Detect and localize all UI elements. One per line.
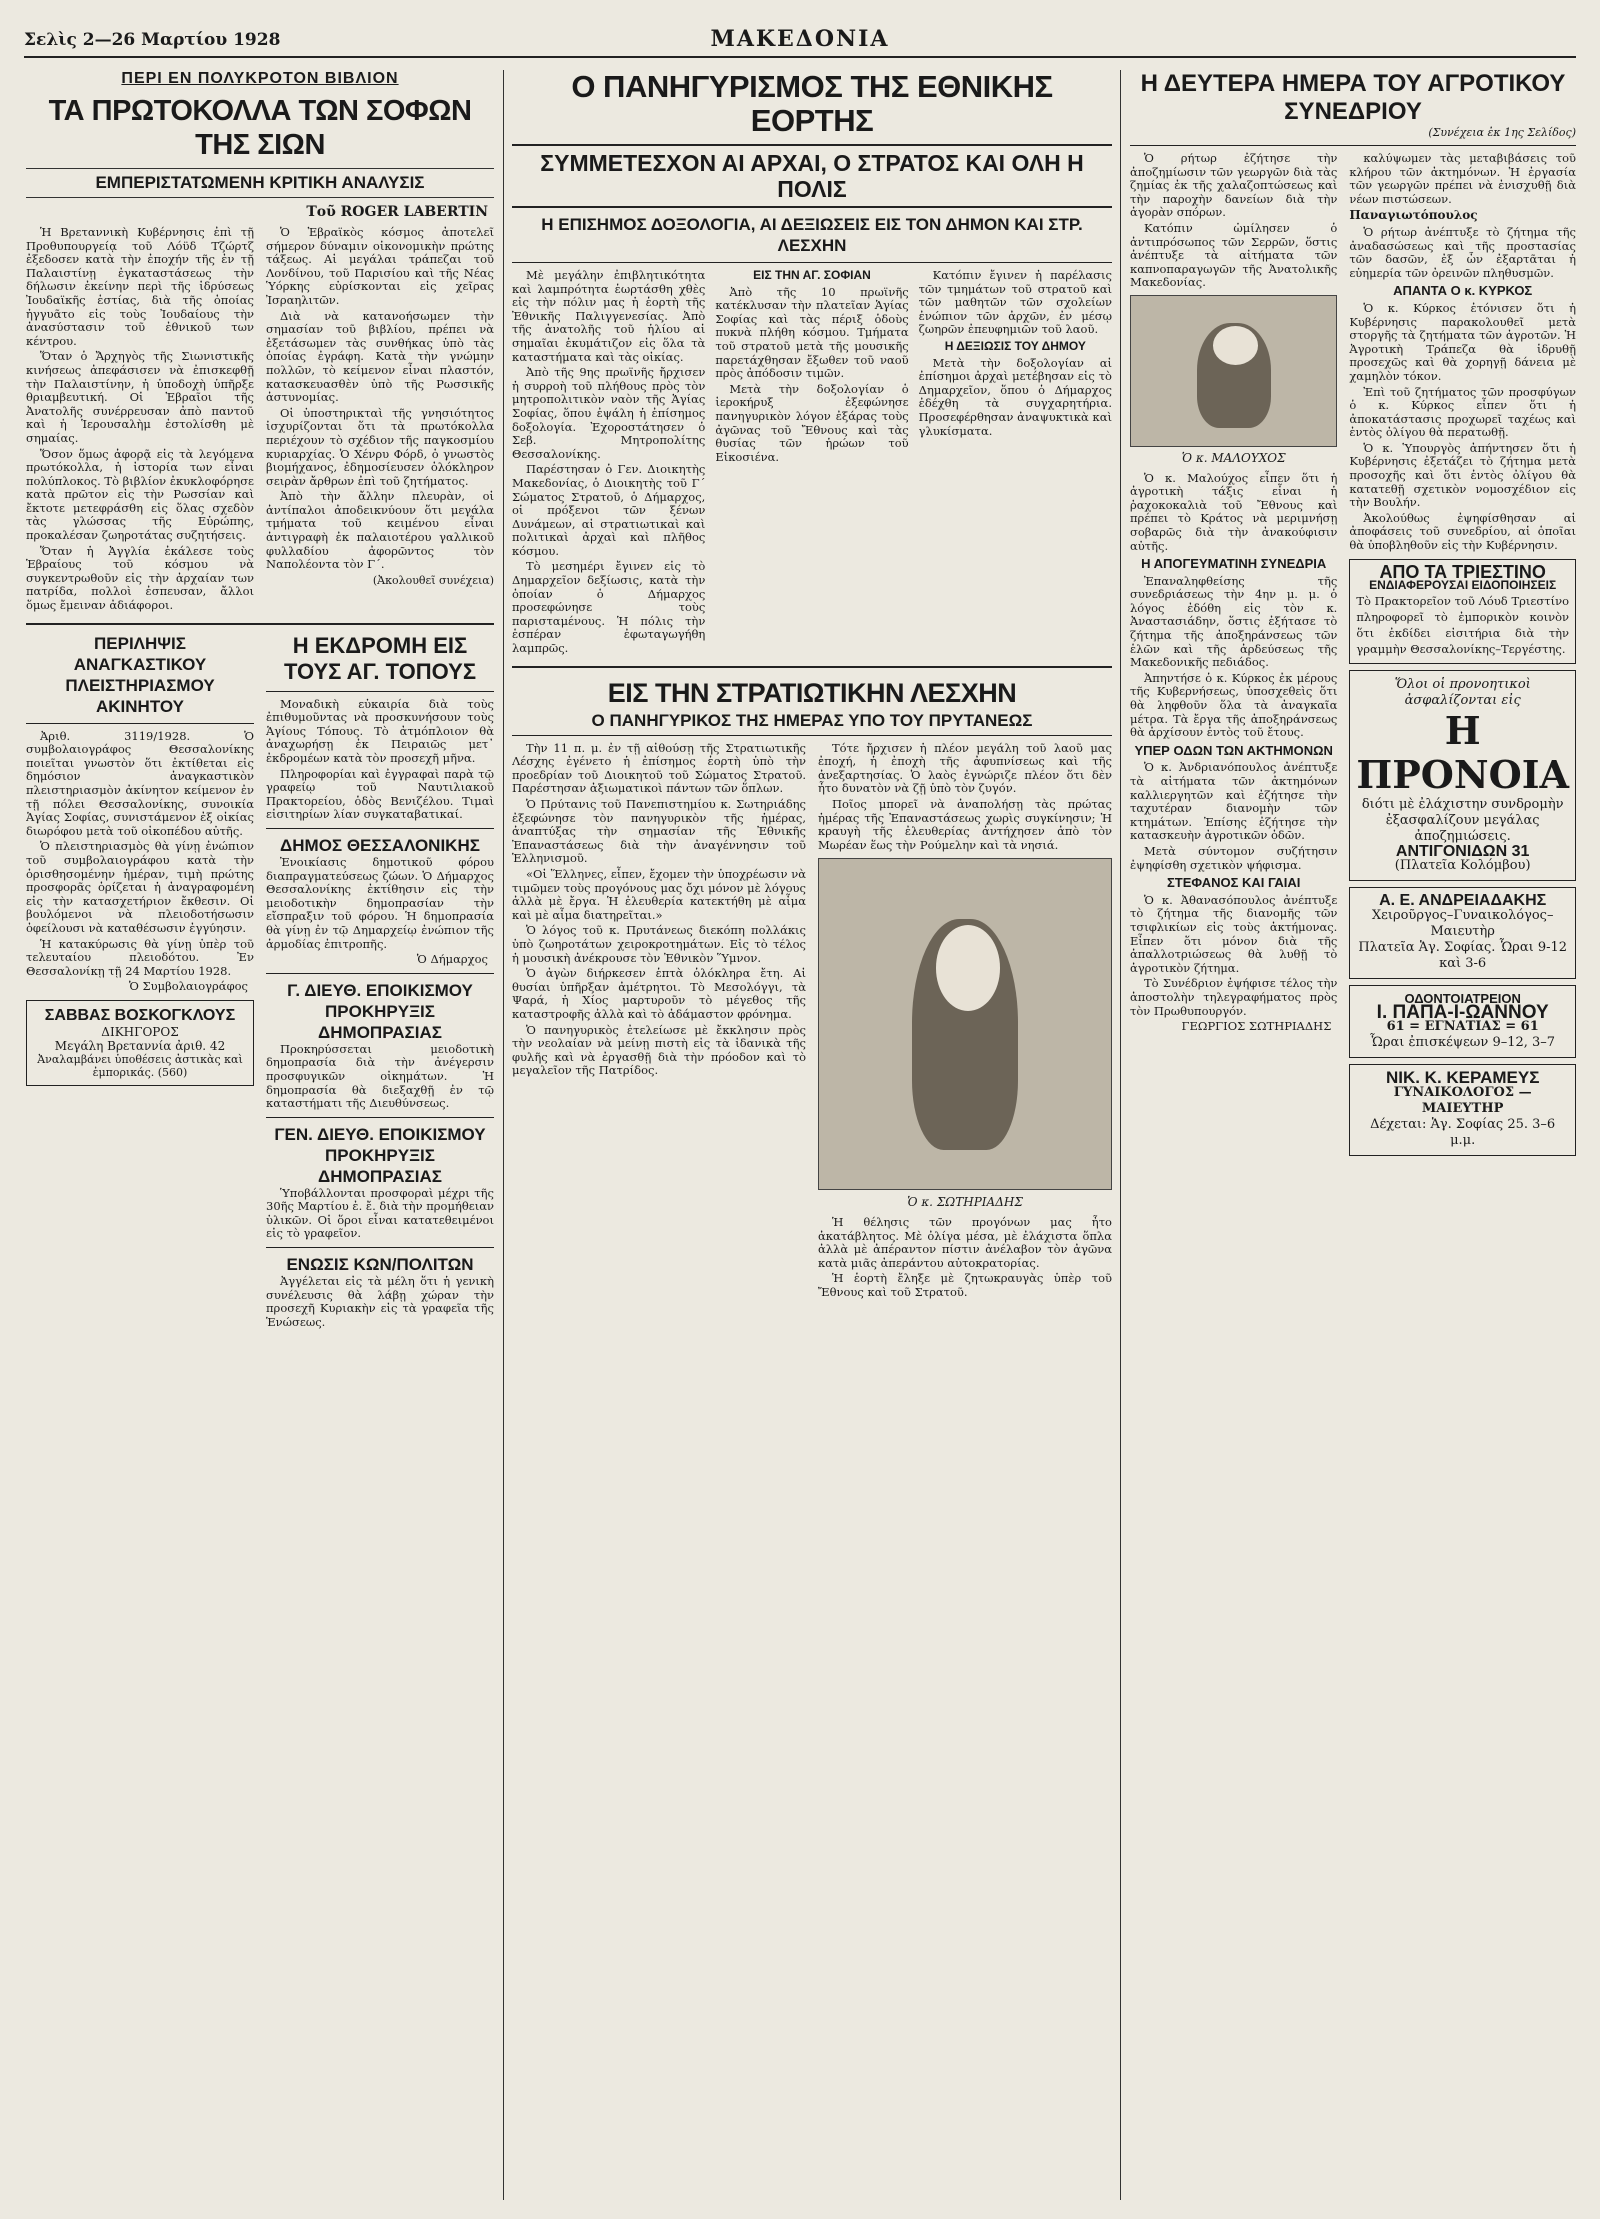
paragraph: Ὁ λόγος τοῦ κ. Πρυτάνεως διεκόπη πολλάκις ὑπὸ ζωηροτάτων χειροκροτημάτων. Εἰς τὸ τέλος ἡ μουσικὴ ἀνέκρουσε τὸν Ἐθνικὸν Ὕμνον. [512, 923, 806, 965]
paragraph: Ὁ ρήτωρ ἀνέπτυξε τὸ ζήτημα τῆς ἀναδασώσεως καὶ τῆς προστασίας τῶν δασῶν, ἐξ ὧν ἐξαρτᾶται ἡ εὐημερία τῶν ὀρεινῶν πληθυσμῶν. [1349, 224, 1576, 280]
paragraph: Παρέστησαν ὁ Γεν. Διοικητὴς Μακεδονίας, ὁ Διοικητὴς τοῦ Γ΄ Σώματος Στρατοῦ, ὁ Δήμαρχος, οἱ πρόξενοι τῶν ξένων Δυνάμεων, αἱ στρατιωτικαὶ καὶ πολιτικαὶ ἀρχαὶ καὶ πλῆθος κόσμου. [512, 462, 706, 558]
newspaper-title: ΜΑΚΕΔΟΝΙΑ [710, 26, 890, 52]
paragraph: Ποῖος μπορεῖ νὰ ἀναπολήσῃ τὰς πρώτας ἡμέρας τῆς Ἐπαναστάσεως χωρὶς συγκίνησιν; Ἡ κραυγὴ τῆς ἐλευθερίας ἀντήχησεν ἀπὸ τὸν Μωρέαν ἕως τὴν Ρούμελην καὶ τὰ νησιά. [818, 797, 1112, 852]
paragraph: Διὰ νὰ κατανοήσωμεν τὴν σημασίαν τοῦ βιβλίου, πρέπει νὰ ἐξετάσωμεν τὰς συνθήκας ὑπὸ τὰς ὁποίας ἐγράφη. Κατὰ τὴν γνώμην πολλῶν, τὸ κείμενον εἶναι πλαστόν, κατασκευασθὲν ὑπὸ τῆς Ρωσσικῆς ἀστυνομίας. [266, 308, 494, 405]
doctor-ad [1349, 887, 1576, 979]
portrait-face [936, 925, 1000, 1011]
ad-address: 61 = ΕΓΝΑΤΙΑΣ = 61 [1386, 1019, 1539, 1035]
ad-name: Α. Ε. ΑΝΔΡΕΙΑΔΑΚΗΣ [1379, 892, 1547, 910]
paragraph: Κατόπιν ὡμίλησεν ὁ ἀντιπρόσωπος τῶν Σερρῶν, ὅστις ἀνέπτυξε τὰ αἰτήματα τῶν καπνοπαραγωγῶν τῆς Ἀνατολικῆς Μακεδονίας. [1130, 220, 1338, 290]
paragraph: Μετὰ τὴν δοξολογίαν ὁ ἱεροκήρυξ ἐξεφώνησε πανηγυρικὸν λόγον ἐξάρας τοὺς ἀγῶνας τοῦ Ἔθνους καὶ τὰς θυσίας τῶν ἡρώων τοῦ Εἰκοσιένα. [715, 381, 909, 464]
paragraph: «Οἱ Ἕλληνες, εἶπεν, ἔχομεν τὴν ὑποχρέωσιν νὰ τιμῶμεν τοὺς προγόνους μας ὄχι μόνον μὲ λόγους ἀλλὰ μὲ ἔργα. Ἡ ἐλευθερία κατεκτήθη μὲ αἷμα καὶ μὲ αἷμα διατηρεῖται.» [512, 866, 806, 922]
article-body [26, 226, 494, 615]
ad-address: ΑΝΤΙΓΟΝΙΔΩΝ 31 [1395, 842, 1530, 860]
paragraph: Ὁ Ἑβραϊκὸς κόσμος ἀποτελεῖ σήμερον δύναμιν οἰκονομικὴν πρώτης τάξεως. Αἱ μεγάλαι τράπεζαι τοῦ Λονδίνου, τοῦ Παρισίου καὶ τῆς Νέας Ὑόρκης εὑρίσκονται εἰς χεῖρας Ἰσραηλιτῶν. [266, 225, 494, 307]
gynecologist-ad [1349, 1064, 1576, 1156]
paragraph: Ἡ θέλησις τῶν προγόνων μας ἦτο ἀκατάβλητος. Μὲ ὀλίγα μέσα, μὲ ἐλάχιστα ὅπλα ἀλλὰ μὲ ἀπέραντον πίστιν ἀνέλαβον τὸν ἀγῶνα κατὰ μιᾶς ἀπεράντου αὐτοκρατορίας. [818, 1214, 1112, 1270]
divider [266, 1247, 494, 1248]
congress-headline: Η ΔΕΥΤΕΡΑ ΗΜΕΡΑ ΤΟΥ ΑΓΡΟΤΙΚΟΥ ΣΥΝΕΔΡΙΟΥ [1140, 70, 1566, 125]
ad-address: Πλατεῖα Ἁγ. Σοφίας. Ὧραι 9-12 καὶ 3-6 [1358, 940, 1568, 971]
article-title: ΤΑ ΠΡΩΤΟΚΟΛΛΑ ΤΩΝ ΣΟΦΩΝ ΤΗΣ ΣΙΩΝ [48, 95, 472, 161]
article-subtitle: ΕΜΠΕΡΙΣΤΑΤΩΜΕΝΗ ΚΡΙΤΙΚΗ ΑΝΑΛΥΣΙΣ [26, 168, 494, 198]
paragraph: Ὅταν ὁ Ἄρχηγὸς τῆς Σιωνιστικῆς κινήσεως ἀπεφάσισεν νὰ ἐπισκεφθῇ τὴν Παλαιστίνην, ἡ ὑποδοχὴ ὑπῆρξε θριαμβευτική. Οἱ Ἑβραῖοι τῆς Ἀνατολῆς συνέρρευσαν ἀπὸ παντοῦ καὶ ἡ Ἱερουσαλὴμ ἐστολίσθη μὲ σημαίας. [26, 349, 254, 445]
dentist-ad [1349, 985, 1576, 1058]
paragraph: Ἀπὸ τὴν ἄλλην πλευρὰν, οἱ ἀντίπαλοι ἀποδεικνύουν ὅτι μεγάλα τμήματα τοῦ κειμένου εἶναι ἀντιγραφὴ ἐκ παλαιοτέρου γαλλικοῦ φυλλαδίου ἀφορῶντος τὸν Ναπολέοντα τὸν Γ΄. [266, 489, 494, 572]
paragraph: Μετὰ τὴν δοξολογίαν αἱ ἐπίσημοι ἀρχαὶ μετέβησαν εἰς τὸ Δημαρχεῖον, ὅπου ὁ Δήμαρχος ἐδέχθη τὰ συγχαρητήρια. Προσεφέρθησαν ἀναψυκτικὰ καὶ γλυκίσματα. [918, 355, 1112, 438]
paragraph: Ἐπαναληφθείσης τῆς συνεδριάσεως τὴν 4ην μ. μ. ὁ λόγος ἐδόθη εἰς τὸν κ. Ἀναστασιάδην, ὅστις ἐξήτασε τὸ ζήτημα τῆς ἀποξηράνσεως τῶν ἑλῶν καὶ τῆς ἀρδεύσεως τῆς Μακεδονικῆς πεδιάδος. [1130, 573, 1338, 670]
paragraph: Ὁ ρήτωρ ἐζήτησε τὴν ἀποζημίωσιν τῶν γεωργῶν διὰ τὰς ζημίας ἐκ τῆς χαλαζοπτώσεως καὶ τὴν παροχὴν δανείων διὰ τὴν ἀγορὰν σπόρων. [1130, 151, 1338, 220]
ad-body: Τὸ Πρακτορεῖον τοῦ Λόυδ Τριεστίνο πληροφορεῖ τὸ ἐμπορικὸν κοινὸν ὅτι ἐκδίδει εἰσιτήρια διὰ τὴν γραμμὴν Θεσσαλονίκης–Τεργέστης. [1356, 593, 1569, 656]
ad-body: ΓΥΝΑΙΚΟΛΟΓΟΣ — ΜΑΙΕΥΤΗΡ [1393, 1084, 1532, 1116]
divider [26, 723, 254, 724]
main-deck: Η ΕΠΙΣΗΜΟΣ ΔΟΞΟΛΟΓΙΑ, ΑΙ ΔΕΞΙΩΣΕΙΣ ΕΙΣ ΤΟΝ ΔΗΜΟΝ ΚΑΙ ΣΤΡ. ΛΕΣΧΗΝ [541, 215, 1083, 255]
ad-title: ΑΠΟ ΤΑ ΤΡΙΕΣΤΙΝΟ [1379, 561, 1546, 582]
divider [266, 973, 494, 974]
section-heading: Η ΑΠΟΓΕΥΜΑΤΙΝΗ ΣΥΝΕΔΡΙΑ [1141, 556, 1327, 572]
paragraph: Ἡ ἑορτὴ ἔληξε μὲ ζητωκραυγὰς ὑπὲρ τοῦ Ἔθνους καὶ τοῦ Στρατοῦ. [818, 1271, 1112, 1299]
continued-note: (Ἀκολουθεῖ συνέχεια) [372, 573, 494, 587]
tender-title: Γ. ΔΙΕΥΘ. ΕΠΟΙΚΙΣΜΟΥ ΠΡΟΚΗΡΥΞΙΣ ΔΗΜΟΠΡΑΣΙΑΣ [287, 980, 473, 1042]
paragraph: Ἐπὶ τοῦ ζητήματος τῶν προσφύγων ὁ κ. Κύρκος εἶπεν ὅτι ἡ ἀποκατάστασις προχωρεῖ ταχέως καὶ ἐντὸς ὀλίγου θὰ περατωθῇ. [1349, 384, 1576, 440]
paragraph: Ὁ κ. Ἀθανασόπουλος ἀνέπτυξε τὸ ζήτημα τῆς διανομῆς τῶν τσιφλικίων εἰς τοὺς ἀκτήμονας. Εἶπεν ὅτι μόνον διὰ τῆς ἀπαλλοτριώσεως θὰ λυθῇ τὸ ἀγροτικὸν ζήτημα. [1130, 892, 1338, 975]
section-heading: ΕΙΣ ΤΗΝ ΑΓ. ΣΟΦΙΑΝ [753, 268, 871, 282]
masthead [24, 26, 1576, 58]
ad-text: Ὅλοι οἱ προνοητικοὶ ἀσφαλίζονται εἰς [1394, 676, 1531, 708]
divider [266, 828, 494, 829]
club-article-body [512, 742, 1112, 1302]
left-column [26, 70, 494, 2200]
section-heading: ΣΤΕΦΑΝΟΣ ΚΑΙ ΓΑΙΑΙ [1166, 875, 1301, 891]
paragraph: Ὁ Πρύτανις τοῦ Πανεπιστημίου κ. Σωτηριάδης ἐξεφώνησε τὸν πανηγυρικὸν τῆς ἡμέρας, ἀναπτύξας τὴν σημασίαν τῆς Ἐθνικῆς Ἐπαναστάσεως διὰ τὴν ἀναγέννησιν τοῦ Ἑλληνισμοῦ. [512, 797, 806, 866]
photo-caption: Ὁ κ. ΜΑΛΟΥΧΟΣ [1181, 450, 1286, 465]
ad-name: ΣΑΒΒΑΣ ΒΟΣΚΟΓΚΛΟΥΣ [44, 1006, 236, 1024]
section-heading: ΥΠΕΡ ΟΔΩΝ ΤΩΝ ΑΚΤΗΜΟΝΩΝ [1134, 742, 1333, 758]
lloyd-triestino-ad [1349, 559, 1576, 664]
ad-address: Δέχεται: Ἁγ. Σοφίας 25. 3–6 μ.μ. [1370, 1116, 1556, 1148]
divider [266, 691, 494, 692]
photo-caption: Ὁ κ. ΣΩΤΗΡΙΑΔΗΣ [907, 1195, 1023, 1210]
excursion-title: Η ΕΚΔΡΟΜΗ ΕΙΣ ΤΟΥΣ ΑΓ. ΤΟΠΟΥΣ [283, 632, 477, 684]
paragraph: Οἱ ὑποστηρικταὶ τῆς γνησιότητος ἰσχυρίζονται ὅτι τὰ πρωτόκολλα περιέχουν τὸ σχέδιον τῆς παγκοσμίου κυριαρχίας. Ὁ Χένρυ Φόρδ, ὁ γνωστὸς βιομήχανος, ἐδημοσίευσεν ὁλόκληρον σειρὰν ἄρθρων ἐπὶ τοῦ ζητήματος. [266, 405, 494, 488]
ad-subtitle: ΕΝΔΙΑΦΕΡΟΥΣΑΙ ΕΙΔΟΠΟΙΗΣΕΙΣ [1369, 578, 1557, 593]
paragraph: Μὲ μεγάλην ἐπιβλητικότητα καὶ λαμπρότητα ἑωρτάσθη χθὲς εἰς τὴν πόλιν μας ἡ ἑορτὴ τῆς Ἐθνικῆς Παλιγγενεσίας. Ἀπὸ τῆς ἀνατολῆς τοῦ ἡλίου αἱ σημαῖαι ἐκυμάτιζον εἰς ὅλα τὰ καταστήματα καὶ τὰς οἰκίας. [512, 268, 706, 364]
divider [512, 666, 1112, 668]
column-rule [503, 70, 504, 2200]
lower-left-section [26, 633, 494, 1332]
paragraph: Ἐνοικίασις δημοτικοῦ φόρου διαπραγματεύσεως ζώων. Ὁ Δήμαρχος Θεσσαλονίκης ἐκτίθησιν εἰς τὴν μειοδοτικὴν δημοπρασίαν τὴν εἴσπραξιν τοῦ φόρου. Ἡ δημοπρασία θὰ γίνῃ ἐν τῷ Δημαρχείῳ ἐνώπιον τῆς ἁρμοδίας ἐπιτροπῆς. [266, 854, 494, 951]
divider [26, 623, 494, 625]
paragraph: Ὑποβάλλονται προσφοραὶ μέχρι τῆς 30ῆς Μαρτίου ἐ. ἔ. διὰ τὴν προμήθειαν ὑλικῶν. Οἱ ὅροι εἶναι κατατεθειμένοι εἰς τὸ γραφεῖον. [266, 1185, 494, 1241]
main-article-body [512, 269, 1112, 658]
page-date: Σελὶς 2—26 Μαρτίου 1928 [24, 30, 281, 50]
congress-body [1130, 152, 1576, 1162]
portrait-photo [818, 858, 1112, 1190]
signature: Ὁ Συμβολαιογράφος [128, 979, 248, 994]
paragraph: Ὁ πλειστηριασμὸς θὰ γίνῃ ἐνώπιον τοῦ συμβολαιογράφου κατὰ τὴν ὁρισθησομένην ἡμέραν, τιμὴ πρώτης προσφορᾶς ὁρίζεται ἡ ἀναγραφομένη εἰς τὴν κατασχετήριον ἔκθεσιν. Οἱ βουλόμενοι νὰ πλειοδοτήσωσιν ὀφείλουσι νὰ καταθέσωσιν ἐγγύησιν. [26, 839, 254, 935]
section-heading: ΑΠΑΝΤΑ Ο κ. ΚΥΡΚΟΣ [1393, 283, 1533, 299]
paragraph: Ἀκολούθως ἐψηφίσθησαν αἱ ἀποφάσεις τοῦ συνεδρίου, αἱ ὁποῖαι θὰ ὑποβληθοῦν εἰς τὴν Κυβέρνησιν. [1349, 510, 1576, 553]
paragraph: Κατόπιν ἔγινεν ἡ παρέλασις τῶν τμημάτων τοῦ στρατοῦ καὶ τῶν μαθητῶν τῶν σχολείων ἐνώπιον τῶν ἀρχῶν, ἐν μέσῳ ζωηρῶν ἐπευφημιῶν τοῦ λαοῦ. [918, 268, 1112, 337]
article-kicker: ΠΕΡΙ ΕΝ ΠΟΛΥΚΡΟΤΟΝ ΒΙΒΛΙΟΝ [121, 70, 399, 87]
right-column [1130, 70, 1576, 2200]
main-headline: Ο ΠΑΝΗΓΥΡΙΣΜΟΣ ΤΗΣ ΕΘΝΙΚΗΣ ΕΟΡΤΗΣ [571, 70, 1053, 138]
union-notice-title: ΕΝΩΣΙΣ ΚΩΝ/ΠΟΛΙΤΩΝ [286, 1255, 474, 1275]
paragraph: Ἀπὸ τῆς 10 πρωϊνῆς κατέκλυσαν τὴν πλατεῖαν Ἁγίας Σοφίας καὶ τὰς πέριξ ὁδοὺς πυκνὰ πλήθη κόσμου. Τμήματα τοῦ στρατοῦ μετὰ τῆς μουσικῆς παρετάχθησαν ἔξωθεν τοῦ ναοῦ πρὸς ἀπόδοσιν τιμῶν. [715, 284, 909, 381]
lawyer-ad [26, 1000, 254, 1086]
article-byline: Τοῦ ROGER LABERTIN [306, 204, 488, 220]
paragraph: καλύψωμεν τὰς μεταβιβάσεις τοῦ κλήρου τῶν ἀκτημόνων. Ἡ ἐργασία τῶν γεωργῶν πρέπει νὰ ἐνισχυθῇ διὰ νέων πιστώσεων. [1349, 151, 1576, 206]
signature: ΓΕΩΡΓΙΟΣ ΣΩΤΗΡΙΑΔΗΣ [1181, 1019, 1332, 1034]
paragraph: Ὁ κ. Κύρκος ἐτόνισεν ὅτι ἡ Κυβέρνησις παρακολουθεῖ μετὰ στοργῆς τὰ ζητήματα τῶν ἀγροτῶν. Ἡ Ἀγροτικὴ Τράπεζα θὰ ἱδρυθῇ προσεχῶς καὶ θὰ χορηγῇ δάνεια μὲ χαμηλὸν τόκον. [1349, 300, 1576, 383]
speaker-name: Παναγιωτόπουλος [1349, 208, 1478, 223]
paragraph: Τὸ Συνέδριον ἐψήφισε τέλος τὴν ἀποστολὴν τηλεγραφήματος πρὸς τὸν Πρωθυπουργόν. [1130, 976, 1338, 1018]
ad-hours: Ὧραι ἐπισκέψεων 9–12, 3–7 [1370, 1035, 1556, 1051]
divider [1130, 145, 1576, 146]
portrait-face [1213, 326, 1258, 365]
main-subheadline: ΣΥΜΜΕΤΕΣΧΟΝ ΑΙ ΑΡΧΑΙ, Ο ΣΤΡΑΤΟΣ ΚΑΙ ΟΛΗ Η ΠΟΛΙΣ [512, 144, 1112, 208]
paragraph: Ὁ κ. Μαλούχος εἶπεν ὅτι ἡ ἀγροτικὴ τάξις εἶναι ἡ ῥαχοκοκαλιὰ τοῦ Ἔθνους καὶ πρέπει τὸ Κράτος νὰ μεριμνήσῃ σοβαρῶς διὰ τὴν ἀνακούφισιν αὐτῆς. [1130, 470, 1338, 553]
section-heading: Η ΔΕΞΙΩΣΙΣ ΤΟΥ ΔΗΜΟΥ [944, 338, 1086, 353]
ad-title: ΟΔΟΝΤΟΙΑΤΡΕΙΟΝ [1404, 991, 1521, 1006]
center-column [512, 70, 1112, 2200]
ad-body: Χειροῦργος–Γυναικολόγος–Μαιευτὴρ [1371, 908, 1554, 939]
tender-title: ΓΕΝ. ΔΙΕΥΘ. ΕΠΟΙΚΙΣΜΟΥ ΠΡΟΚΗΡΥΞΙΣ ΔΗΜΟΠΡΑΣΙΑΣ [274, 1124, 486, 1186]
ad-body: διότι μὲ ἐλάχιστην συνδρομὴν ἐξασφαλίζουν μεγάλας ἀποζημιώσεις. [1361, 796, 1564, 844]
paragraph: Ἡ Βρεταννικὴ Κυβέρνησις ἐπὶ τῇ Προθυπουργείᾳ τοῦ Λόϋδ Τζώρτζ ἐξεδοσεν κατὰ τὴν ἐποχήν τῆς ἐν τῇ Παλαιστίνῃ ἐγκαταστάσεως τὴν δήλωσιν ἐκείνην περὶ τῆς ἱδρύσεως Ἰουδαϊκῆς ἑστίας, διὰ τῆς ὁποίας ἠγγυᾶτο εἰς τοὺς Ἰουδαίους τὴν ἀνασύστασιν τοῦ ἐθνικοῦ των κέντρου. [26, 225, 254, 348]
divider [512, 262, 1112, 263]
ad-name: Η ΠΡΟΝΟΙΑ [1356, 707, 1569, 797]
club-subheadline: Ο ΠΑΝΗΓΥΡΙΚΟΣ ΤΗΣ ΗΜΕΡΑΣ ΥΠΟ ΤΟΥ ΠΡΥΤΑΝΕΩΣ [512, 710, 1112, 736]
paragraph: Ὁ πανηγυρικὸς ἐτελείωσε μὲ ἔκκλησιν πρὸς τὴν νεολαίαν νὰ μείνῃ πιστὴ εἰς τὰ ἰδανικὰ τῆς φυλῆς καὶ νὰ ἐργασθῇ διὰ τὴν πρόοδον καὶ τὸ μεγαλεῖον τῆς Πατρίδος. [512, 1022, 806, 1078]
paragraph: Ὁ κ. Ὑπουργὸς ἀπήντησεν ὅτι ἡ Κυβέρνησις ἐξετάζει τὸ ζήτημα μετὰ προσοχῆς καὶ ὅτι ἐντὸς ὀλίγου θὰ κατατεθῇ σχετικὸν νομοσχέδιον εἰς τὴν Βουλήν. [1349, 440, 1576, 510]
paragraph: Ἡ κατακύρωσις θὰ γίνῃ ὑπὲρ τοῦ τελευταίου πλειοδότου. Ἐν Θεσσαλονίκῃ τῇ 24 Μαρτίου 1928. [26, 936, 254, 978]
municipality-notice-title: ΔΗΜΟΣ ΘΕΣΣΑΛΟΝΙΚΗΣ [280, 835, 480, 855]
paragraph: Ἀγγέλεται εἰς τὰ μέλη ὅτι ἡ γενικὴ συνέλευσις θὰ λάβῃ χώραν τὴν προσεχῆ Κυριακὴν εἰς τὰ γραφεῖα τῆς Ἑνώσεως. [266, 1274, 494, 1329]
paragraph: Ὅταν ἡ Ἀγγλία ἐκάλεσε τοὺς Ἑβραίους τοῦ κόσμου νὰ συγκεντρωθοῦν εἰς τὴν ἀρχαίαν των πατρίδα, πολλοὶ ἐσπευσαν, ἄλλοι ὅμως ἔμειναν ἀδιάφοροι. [26, 543, 254, 613]
paragraph: Μετὰ σύντομον συζήτησιν ἐψηφίσθη σχετικὸν ψήφισμα. [1130, 843, 1338, 872]
notice-body [26, 730, 254, 994]
divider [266, 1117, 494, 1118]
paragraph: Ὅσον ὅμως ἀφορᾷ εἰς τὰ λεγόμενα πρωτόκολλα, ἡ ἱστορία των εἶναι πολύπλοκος. Τὸ βιβλίον ἐκυκλοφόρησε κατὰ πρῶτον εἰς τὴν Ρωσσίαν καὶ ἔκτοτε μετεφράσθη εἰς ὅλας σχεδὸν τὰς γλώσσας τῆς Εὐρώπης, προκαλέσαν ζωηροτάτας συζητήσεις. [26, 446, 255, 543]
ad-text: Ἀναλαμβάνει ὑποθέσεις ἀστικὰς καὶ ἐμπορικάς. (560) [37, 1052, 243, 1079]
column-rule [1120, 70, 1121, 2200]
paragraph: Πληροφορίαι καὶ ἐγγραφαὶ παρὰ τῷ γραφείῳ τοῦ Ναυτιλιακοῦ Πρακτορείου, ὁδὸς Βενιζέλου. Τιμαὶ εἰσιτηρίων λίαν συγκαταβατικαί. [266, 766, 494, 822]
paragraph: Ἀριθ. 3119/1928. Ὁ συμβολαιογράφος Θεσσαλονίκης ποιεῖται γνωστὸν ὅτι ἐκτίθεται εἰς δημόσιον ἀναγκαστικὸν πλειστηριασμὸν ἀκίνητον κείμενον ἐν τῇ πόλει Θεσσαλονίκης, συνοικία Ἁγίας Σοφίας, συνιστάμενον ἐξ οἰκίας διωρόφου μετὰ τοῦ οἰκοπέδου αὐτῆς. [26, 728, 254, 838]
paragraph: Τὴν 11 π. μ. ἐν τῇ αἰθούσῃ τῆς Στρατιωτικῆς Λέσχης ἐγένετο ἡ ἐπίσημος ἑορτὴ ὑπὸ τὴν προεδρίαν τοῦ Διοικητοῦ τοῦ Σώματος Στρατοῦ. Παρέστησαν ἀξιωματικοὶ πάντων τῶν ὅπλων. [512, 740, 806, 796]
portrait-photo [1130, 295, 1337, 447]
paragraph: Ἀπηντήσε ὁ κ. Κύρκος ἐκ μέρους τῆς Κυβερνήσεως, ὑποσχεθεὶς ὅτι θὰ ληφθοῦν ὅλα τὰ ἀναγκαῖα μέτρα. Τὰ ἔργα τῆς ἀποξηράνσεως θὰ ἀρχίσουν ἐντὸς τοῦ ἔτους. [1130, 670, 1338, 740]
ad-address: (Πλατεῖα Κολόμβου) [1394, 858, 1531, 874]
paragraph: Ὁ ἀγὼν διήρκεσεν ἑπτὰ ὁλόκληρα ἔτη. Αἱ θυσίαι ὑπῆρξαν ἀμέτρητοι. Τὸ Μεσολόγγι, τὰ Ψαρά, ἡ Χίος μαρτυροῦν τὸ μέγεθος τῆς καταστροφῆς ἀλλὰ καὶ τὸ ἀδάμαστον φρόνημα. [512, 966, 806, 1021]
paragraph: Τότε ἤρχισεν ἡ πλέον μεγάλη τοῦ λαοῦ μας ἐποχή, ἡ ἐποχὴ τῆς ἀφυπνίσεως καὶ τῆς ἀνεξαρτησίας. Ὁ λαὸς ἐγνώριζε πλέον ὅτι δὲν ἦτο δυνατὸν νὰ ζῇ ὑπὸ τὸν ζυγόν. [818, 740, 1112, 796]
club-headline: ΕΙΣ ΤΗΝ ΣΤΡΑΤΙΩΤΙΚΗΝ ΛΕΣΧΗΝ [607, 677, 1017, 708]
notice-title: ΠΕΡΙΛΗΨΙΣ ΑΝΑΓΚΑΣΤΙΚΟΥ ΠΛΕΙΣΤΗΡΙΑΣΜΟΥ ΑΚΙΝΗΤΟΥ [65, 633, 215, 716]
ad-profession: ΔΙΚΗΓΟΡΟΣ [101, 1024, 179, 1039]
ad-address: Μεγάλη Βρεταννία ἀριθ. 42 [54, 1038, 226, 1053]
signature: Ὁ Δήμαρχος [416, 952, 488, 967]
ad-name: Ι. ΠΑΠΑ-Ι-ΩΑΝΝΟΥ [1376, 1001, 1549, 1023]
ad-name: ΝΙΚ. Κ. ΚΕΡΑΜΕΥΣ [1385, 1068, 1540, 1088]
paragraph: Τὸ μεσημέρι ἔγινεν εἰς τὸ Δημαρχεῖον δεξίωσις, κατὰ τὴν ὁποίαν ὁ Δήμαρχος προσεφώνησε τοὺς παρισταμένους. Ἡ πόλις τὴν ἑσπέραν ἐφωταγωγήθη λαμπρῶς. [512, 559, 706, 656]
paragraph: Ὁ κ. Ἀνδριανόπουλος ἀνέπτυξε τὰ αἰτήματα τῶν ἀκτημόνων καλλιεργητῶν καὶ ἐζήτησε τὴν ταχυτέραν διανομὴν τῶν κτημάτων. Ἐπίσης ἐζήτησε τὴν κατασκευὴν ἀγροτικῶν ὁδῶν. [1130, 760, 1338, 843]
pronoia-insurance-ad [1349, 670, 1576, 882]
paragraph: Ἀπὸ τῆς 9ης πρωϊνῆς ἤρχισεν ἡ συρροὴ τοῦ πλήθους πρὸς τὸν μητροπολιτικὸν ναὸν τῆς Ἁγίας Σοφίας, ὅπου ἐψάλη ἡ ἐπίσημος δοξολογία. Ἐχοροστάτησεν ὁ Σεβ. Μητροπολίτης Θεσσαλονίκης. [512, 365, 706, 461]
paragraph: Μοναδικὴ εὐκαιρία διὰ τοὺς ἐπιθυμοῦντας νὰ προσκυνήσουν τοὺς Ἁγίους Τόπους. Τὸ ἀτμόπλοιον θὰ ἀναχωρήσῃ ἐκ Πειραιῶς μετ᾽ ἐκδρομέων κατὰ τὸν προσεχῆ μῆνα. [266, 696, 494, 765]
continued-note: (Συνέχεια ἐκ 1ης Σελίδος) [1428, 126, 1576, 139]
paragraph: Προκηρύσσεται μειοδοτικὴ δημοπρασία διὰ τὴν ἀνέγερσιν προσφυγικῶν οἰκημάτων. Ἡ δημοπρασία θὰ διεξαχθῇ ἐν τῷ καταστήματι τῆς Διευθύνσεως. [266, 1041, 494, 1111]
